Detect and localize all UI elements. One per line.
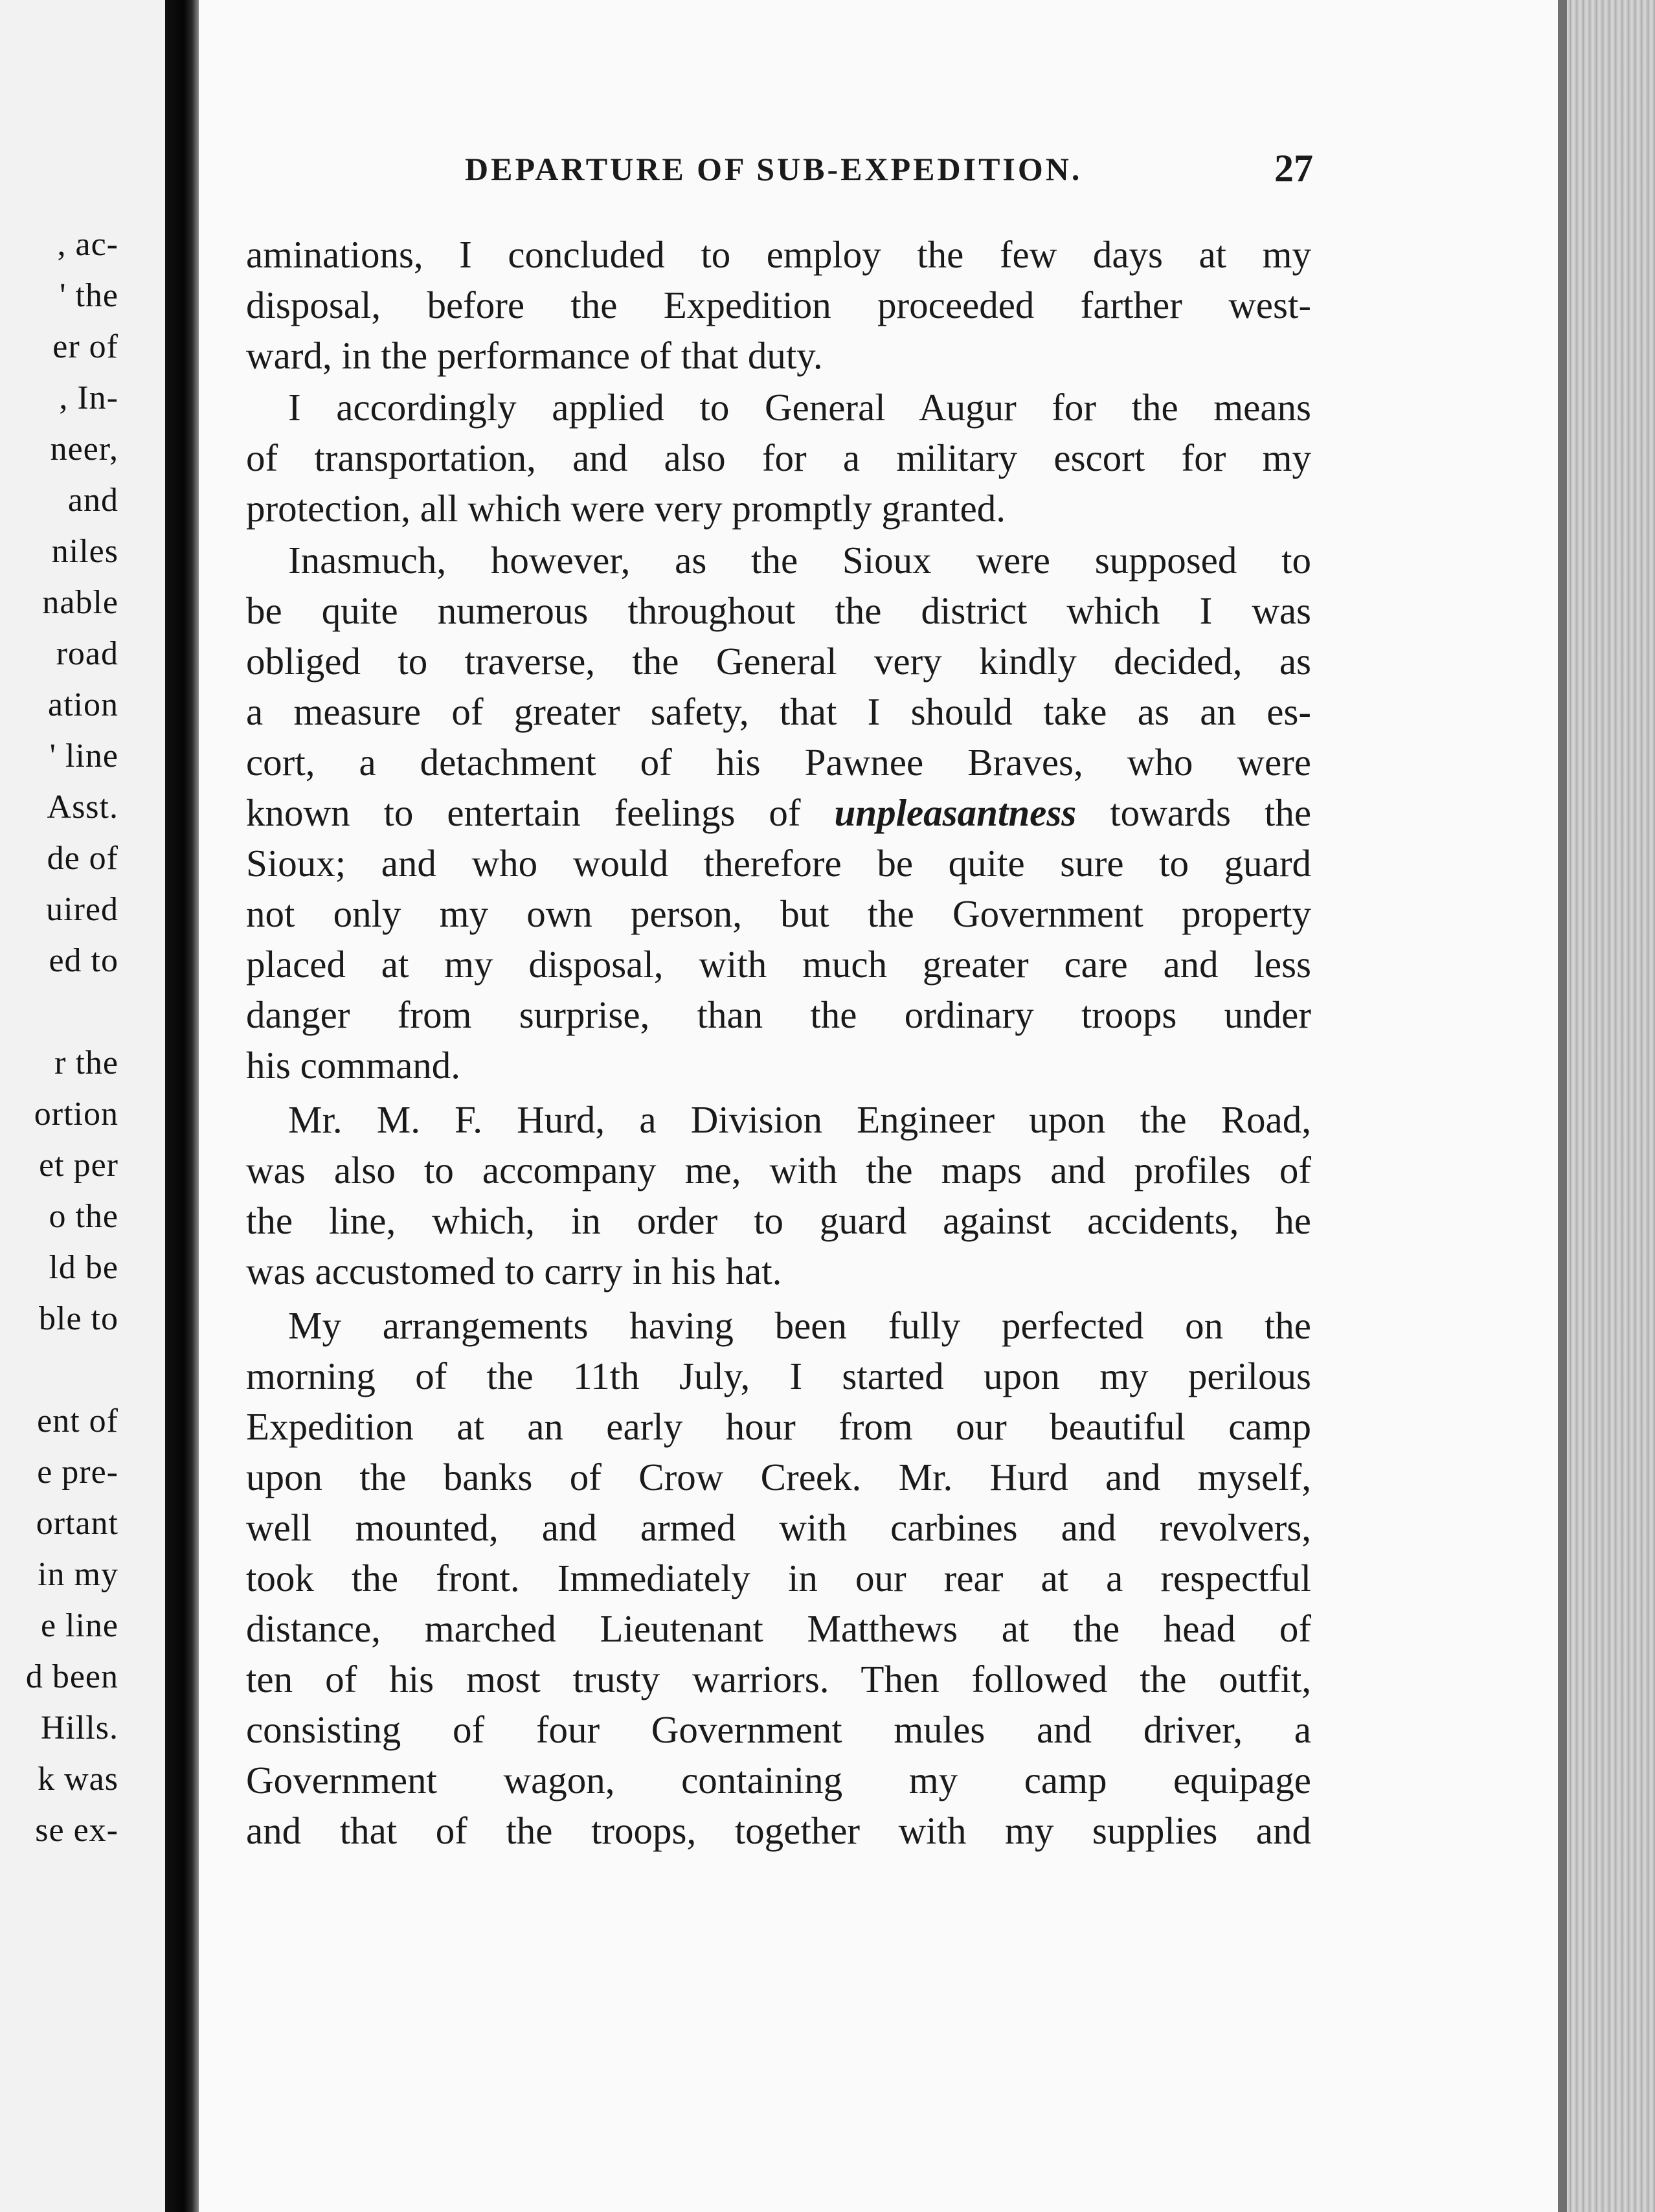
page-edge bbox=[1558, 0, 1655, 2212]
left-page-line: ed to bbox=[49, 942, 118, 979]
body-line: Government wagon, containing my camp equipage bbox=[246, 1759, 1311, 1801]
line-text: known to entertain feelings of bbox=[246, 791, 801, 834]
left-page-line: uired bbox=[46, 891, 118, 928]
body-line: took the front. Immediately in our rear at a respectful bbox=[246, 1557, 1311, 1599]
left-page-line: de of bbox=[47, 840, 118, 877]
left-page-line: ' the bbox=[60, 277, 118, 314]
body-line: consisting of four Government mules and driver, a bbox=[246, 1708, 1311, 1751]
left-page-line: er of bbox=[52, 328, 118, 365]
left-page-line: ortion bbox=[34, 1096, 118, 1133]
left-page-line: e line bbox=[40, 1607, 118, 1644]
body-line: be quite numerous throughout the district which I was bbox=[246, 589, 1311, 632]
body-line: upon the banks of Crow Creek. Mr. Hurd and myself, bbox=[246, 1456, 1311, 1498]
left-page-line: ld be bbox=[49, 1249, 118, 1286]
body-line: well mounted, and armed with carbines and revolvers, bbox=[246, 1506, 1311, 1549]
body-line: his command. bbox=[246, 1044, 461, 1087]
body-line: Sioux; and who would therefore be quite sure to guard bbox=[246, 842, 1311, 885]
body-line: aminations, I concluded to employ the few days at my bbox=[246, 233, 1311, 276]
left-page-line: se ex- bbox=[35, 1812, 118, 1849]
paragraph-start-line: My arrangements having been fully perfected on the bbox=[288, 1304, 1311, 1347]
body-line: of transportation, and also for a military escort for my bbox=[246, 436, 1311, 479]
body-line: was accustomed to carry in his hat. bbox=[246, 1250, 782, 1292]
left-page-line: ortant bbox=[36, 1505, 118, 1542]
left-page-line: ble to bbox=[39, 1300, 118, 1337]
left-page-line: e pre- bbox=[37, 1454, 118, 1491]
body-line: Expedition at an early hour from our beautiful camp bbox=[246, 1405, 1311, 1448]
emphasized-word: unpleasantness bbox=[834, 791, 1077, 834]
body-line: ward, in the performance of that duty. bbox=[246, 334, 823, 377]
body-line: placed at my disposal, with much greater care and less bbox=[246, 943, 1311, 986]
body-line: cort, a detachment of his Pawnee Braves, who were bbox=[246, 741, 1311, 784]
left-page-line: r the bbox=[54, 1044, 118, 1081]
left-page-line: d been bbox=[25, 1658, 118, 1695]
previous-page-fragment bbox=[0, 0, 165, 2212]
paragraph-start-line: Mr. M. F. Hurd, a Division Engineer upon the Road, bbox=[288, 1098, 1311, 1141]
left-page-line: road bbox=[56, 635, 118, 672]
running-head: DEPARTURE OF SUB-EXPEDITION. bbox=[465, 151, 1083, 187]
body-line: ten of his most trusty warriors. Then followed the outfit, bbox=[246, 1658, 1311, 1700]
body-line: disposal, before the Expedition proceeded farther west- bbox=[246, 284, 1311, 326]
left-page-line: o the bbox=[49, 1198, 118, 1235]
left-page-line: ation bbox=[48, 686, 118, 723]
line-text: towards the bbox=[1110, 791, 1311, 834]
left-page-line: Hills. bbox=[40, 1710, 118, 1746]
body-line: the line, which, in order to guard against accidents, he bbox=[246, 1199, 1311, 1242]
left-page-line: in my bbox=[38, 1556, 118, 1593]
paragraph-start-line: Inasmuch, however, as the Sioux were supposed to bbox=[288, 539, 1311, 581]
body-line: distance, marched Lieutenant Matthews at the head of bbox=[246, 1607, 1311, 1650]
body-line: was also to accompany me, with the maps and profiles of bbox=[246, 1149, 1311, 1191]
left-page-line: and bbox=[67, 482, 118, 519]
left-page-line: k was bbox=[38, 1761, 118, 1798]
body-line: not only my own person, but the Government property bbox=[246, 892, 1311, 935]
left-page-line: neer, bbox=[50, 431, 118, 468]
body-line: morning of the 11th July, I started upon my perilous bbox=[246, 1355, 1311, 1397]
body-line bbox=[246, 790, 1311, 835]
body-line: a measure of greater safety, that I should take as an es- bbox=[246, 690, 1311, 733]
left-page-line: , ac- bbox=[57, 226, 118, 263]
left-page-line: ' line bbox=[49, 738, 118, 774]
left-page-line: niles bbox=[51, 533, 118, 570]
book-gutter bbox=[165, 0, 199, 2212]
body-line: and that of the troops, together with my supplies and bbox=[246, 1809, 1311, 1852]
body-line: protection, all which were very promptly granted. bbox=[246, 487, 1006, 530]
left-page-line: ent of bbox=[37, 1403, 118, 1439]
body-line: obliged to traverse, the General very kindly decided, as bbox=[246, 640, 1311, 683]
left-page-line: , In- bbox=[59, 379, 118, 416]
page-header bbox=[465, 147, 1313, 196]
paragraph-start-line: I accordingly applied to General Augur for the means bbox=[288, 386, 1311, 429]
left-page-line: et per bbox=[39, 1147, 118, 1184]
left-page-line: Asst. bbox=[47, 789, 118, 826]
page-number: 27 bbox=[1274, 147, 1313, 190]
body-line: danger from surprise, than the ordinary troops under bbox=[246, 993, 1311, 1036]
left-page-line: nable bbox=[42, 584, 118, 621]
